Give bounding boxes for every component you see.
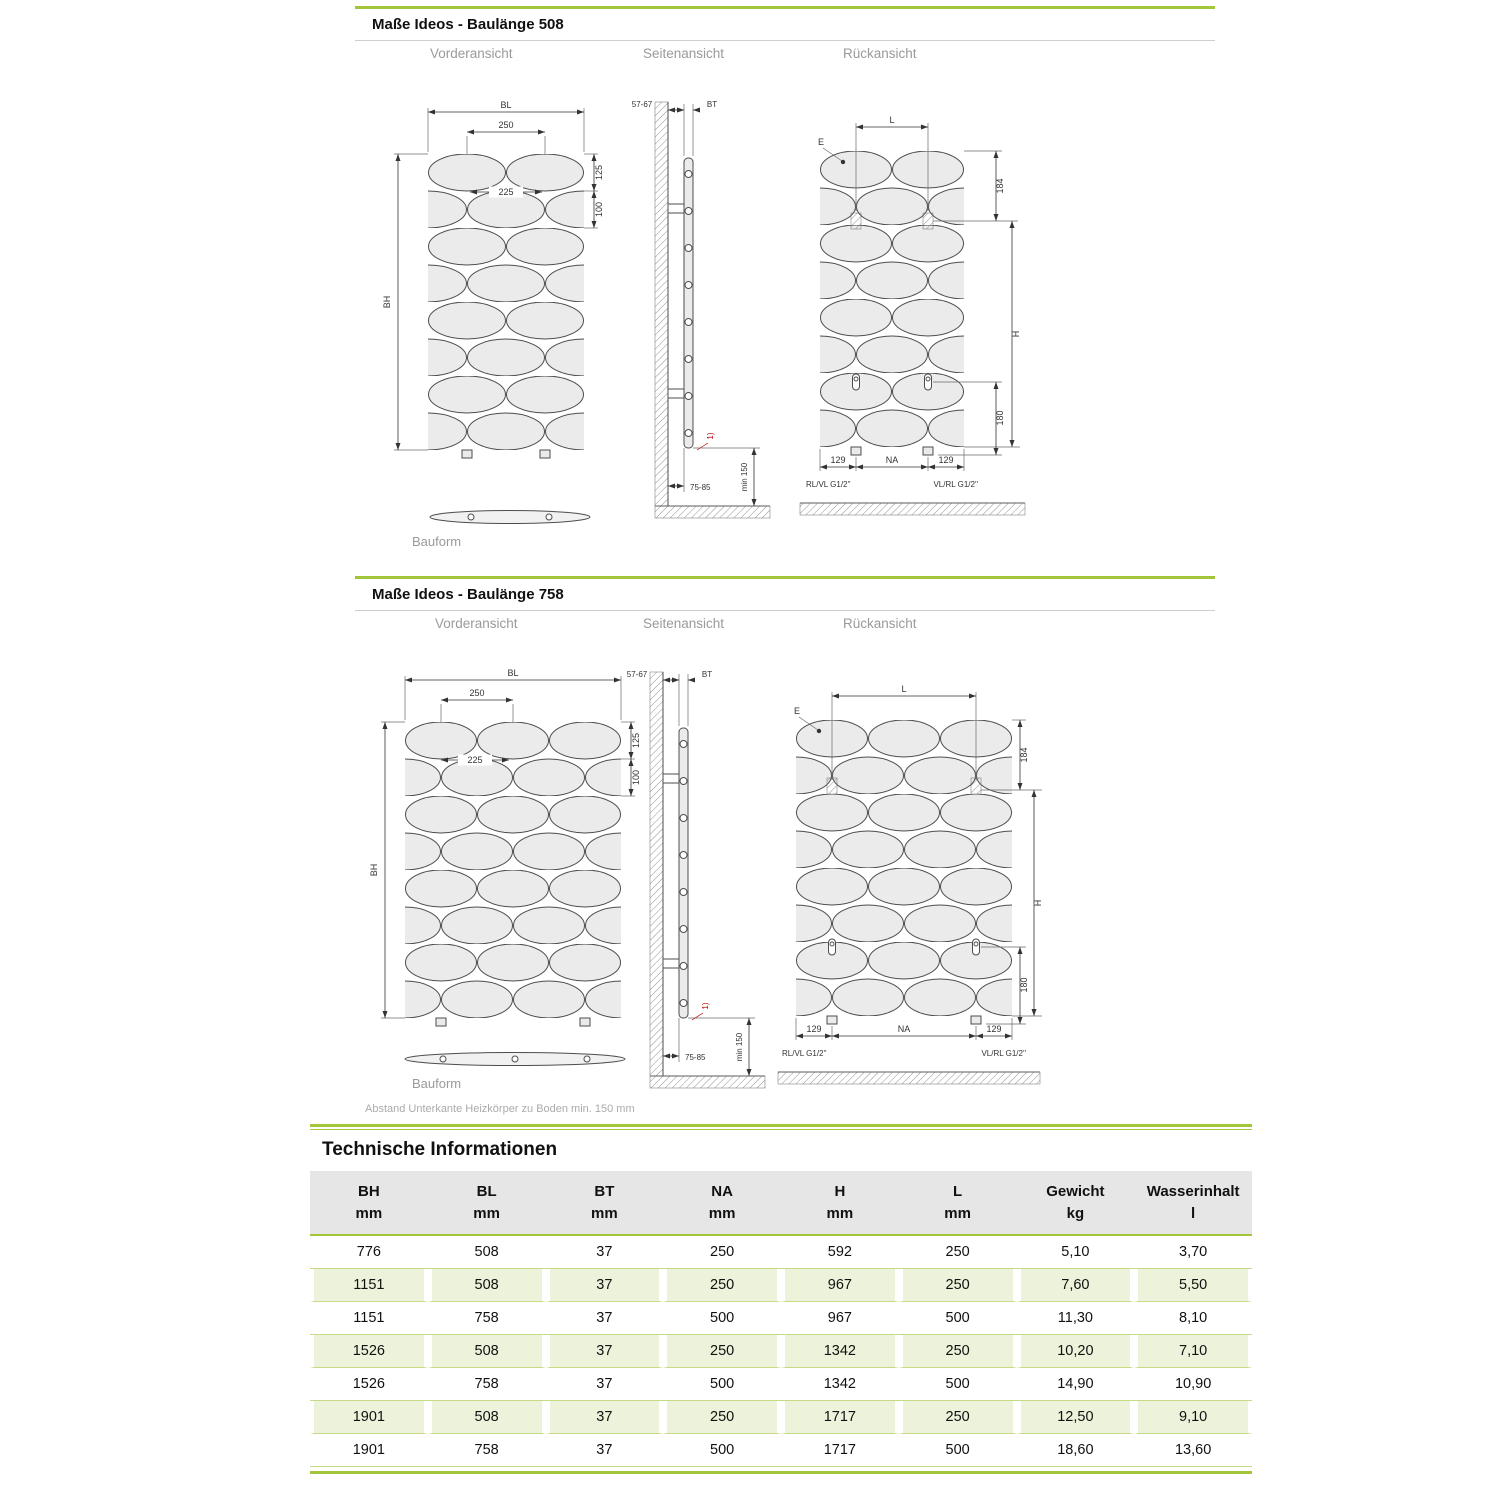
table-cell: 3,70 — [1134, 1236, 1252, 1269]
view-label-back: Rückansicht — [843, 616, 917, 631]
column-header: Gewicht kg — [1017, 1171, 1135, 1236]
table-cell: 1901 — [310, 1401, 428, 1434]
bauform-label: Bauform — [412, 534, 462, 549]
section-header — [355, 6, 1215, 41]
table-cell: 37 — [546, 1302, 664, 1335]
table-cell: 758 — [428, 1434, 546, 1467]
table-cell: 10,90 — [1134, 1368, 1252, 1401]
lower-bracket — [925, 374, 932, 390]
table-cell: 5,10 — [1017, 1236, 1135, 1269]
radiator-body — [428, 154, 584, 458]
dim-wall-distance: 57-67 — [626, 670, 648, 679]
view-label-side: Seitenansicht — [643, 46, 725, 61]
table-row — [310, 1335, 1252, 1368]
table-cell: 1717 — [781, 1434, 899, 1467]
divider-thin — [310, 1129, 1252, 1130]
dim-bh: BH — [382, 295, 392, 309]
dimensions-section-508 — [355, 6, 1215, 570]
floor — [650, 1076, 765, 1088]
dim-floor-distance: 75-85 — [690, 483, 711, 492]
radiator-body — [405, 722, 621, 1026]
table-cell: 250 — [663, 1269, 781, 1302]
table-cell: 250 — [663, 1335, 781, 1368]
table-cell: 18,60 — [1017, 1434, 1135, 1467]
table-cell: 37 — [546, 1269, 664, 1302]
dim-e: E — [818, 137, 825, 147]
table-cell: 508 — [428, 1335, 546, 1368]
dim-184: 184 — [1019, 747, 1029, 763]
table-cell: 37 — [546, 1236, 664, 1269]
table-heading: Technische Informationen — [322, 1139, 558, 1160]
table-cell: 1151 — [310, 1302, 428, 1335]
front-view-drawing — [380, 96, 620, 476]
mounting-bracket — [923, 213, 933, 229]
table-cell: 250 — [899, 1335, 1017, 1368]
back-view-drawing — [790, 99, 1040, 539]
radiator-body — [796, 720, 1012, 1024]
dim-l: L — [889, 115, 895, 125]
table-cell: 250 — [899, 1269, 1017, 1302]
table-cell: 1901 — [310, 1434, 428, 1467]
table-cell: 500 — [663, 1302, 781, 1335]
table-cell: 508 — [428, 1401, 546, 1434]
table-cell: 9,10 — [1134, 1401, 1252, 1434]
bauform-label: Bauform — [412, 1076, 462, 1091]
dim-l: L — [901, 684, 907, 694]
floor — [778, 1072, 1040, 1084]
column-header: Wasserinhalt l — [1134, 1171, 1252, 1236]
footnote-marker: 1) — [701, 1002, 710, 1010]
mounting-bracket — [851, 213, 861, 229]
dim-100: 100 — [594, 201, 604, 218]
dim-225: 225 — [467, 755, 483, 765]
view-label-front: Vorderansicht — [430, 46, 513, 61]
wall — [655, 102, 668, 506]
view-label-front: Vorderansicht — [435, 616, 518, 631]
dim-225: 225 — [498, 187, 514, 197]
table-cell: 37 — [546, 1434, 664, 1467]
table-cell: 758 — [428, 1368, 546, 1401]
table-row — [310, 1368, 1252, 1401]
section-title: Maße Ideos - Baulänge 758 — [372, 586, 564, 603]
table-cell: 10,20 — [1017, 1335, 1135, 1368]
table-cell: 37 — [546, 1401, 664, 1434]
section-header — [355, 576, 1215, 611]
table-row — [310, 1269, 1252, 1302]
column-header: BH mm — [310, 1171, 428, 1236]
dim-e: E — [794, 706, 801, 716]
table-cell: 37 — [546, 1368, 664, 1401]
table-header-row — [310, 1171, 1252, 1236]
dim-125: 125 — [594, 164, 604, 181]
table-cell: 508 — [428, 1269, 546, 1302]
dim-129-left: 129 — [806, 1024, 822, 1034]
wall-bracket — [668, 389, 684, 398]
connection-label-right: VL/RL G1/2'' — [981, 1049, 1026, 1058]
dim-180: 180 — [1019, 977, 1029, 993]
table-row — [310, 1302, 1252, 1335]
view-label-back: Rückansicht — [843, 46, 917, 61]
table-cell: 13,60 — [1134, 1434, 1252, 1467]
table-cell: 1526 — [310, 1335, 428, 1368]
table-cell: 967 — [781, 1302, 899, 1335]
column-header: BT mm — [546, 1171, 664, 1236]
radiator-body — [820, 151, 964, 455]
table-cell: 1342 — [781, 1368, 899, 1401]
table-cell: 1151 — [310, 1269, 428, 1302]
side-view-drawing — [615, 664, 770, 1104]
dim-129-right: 129 — [986, 1024, 1002, 1034]
section-title: Maße Ideos - Baulänge 508 — [372, 16, 564, 33]
back-view-drawing — [770, 664, 1055, 1109]
table-cell: 776 — [310, 1236, 428, 1269]
divider-thick — [310, 1124, 1252, 1127]
dim-bh: BH — [369, 863, 379, 877]
table-cell: 250 — [663, 1236, 781, 1269]
table-cell: 758 — [428, 1302, 546, 1335]
column-header: H mm — [781, 1171, 899, 1236]
dim-250: 250 — [498, 120, 514, 130]
table-cell: 500 — [899, 1302, 1017, 1335]
wall-bracket — [663, 774, 679, 783]
wall-bracket — [668, 204, 684, 213]
table-cell: 967 — [781, 1269, 899, 1302]
dimensions-section-758 — [355, 576, 1215, 1124]
radiator-profile — [663, 728, 688, 1018]
mounting-bracket — [827, 778, 837, 794]
dim-bt: BT — [701, 670, 713, 679]
table-cell: 250 — [663, 1401, 781, 1434]
table-cell: 1717 — [781, 1401, 899, 1434]
floor — [800, 503, 1025, 515]
table-cell: 14,90 — [1017, 1368, 1135, 1401]
table-cell: 7,60 — [1017, 1269, 1135, 1302]
table-cell: 500 — [663, 1368, 781, 1401]
dim-180: 180 — [995, 410, 1005, 426]
table-cell: 500 — [663, 1434, 781, 1467]
dim-129-left: 129 — [830, 455, 846, 465]
table-row — [310, 1236, 1252, 1269]
floor — [655, 506, 770, 518]
dim-250: 250 — [469, 688, 485, 698]
connection-label-left: RL/VL G1/2'' — [806, 480, 851, 489]
dimension-lines — [627, 670, 755, 1076]
lower-bracket — [853, 374, 860, 390]
dim-184: 184 — [995, 178, 1005, 194]
dim-bl: BL — [500, 100, 512, 110]
lower-bracket — [829, 939, 836, 955]
column-header: NA mm — [663, 1171, 781, 1236]
dim-min150: min 150 — [740, 462, 749, 492]
table-cell: 12,50 — [1017, 1401, 1135, 1434]
dim-bt: BT — [706, 100, 718, 109]
table-cell: 250 — [899, 1401, 1017, 1434]
table-cell: 37 — [546, 1335, 664, 1368]
lower-bracket — [973, 939, 980, 955]
table-cell: 5,50 — [1134, 1269, 1252, 1302]
wall — [650, 672, 663, 1076]
bauform-drawing — [425, 504, 595, 530]
column-header: L mm — [899, 1171, 1017, 1236]
table-cell: 508 — [428, 1236, 546, 1269]
table-cell: 592 — [781, 1236, 899, 1269]
footnote-marker: 1) — [706, 432, 715, 440]
table-cell: 11,30 — [1017, 1302, 1135, 1335]
table-cell: 1342 — [781, 1335, 899, 1368]
divider-bottom — [310, 1471, 1252, 1474]
dim-na: NA — [885, 455, 899, 465]
technical-info-section — [310, 1124, 1252, 1474]
dim-wall-distance: 57-67 — [631, 100, 653, 109]
footnote-text: Abstand Unterkante Heizkörper zu Boden min. 150 mm — [365, 1103, 635, 1115]
table-row — [310, 1401, 1252, 1434]
mounting-bracket — [971, 778, 981, 794]
front-view-drawing — [367, 664, 647, 1044]
dim-h: H — [1033, 899, 1043, 907]
dim-na: NA — [897, 1024, 911, 1034]
table-body — [310, 1236, 1252, 1467]
dim-min150: min 150 — [735, 1032, 744, 1062]
dim-100: 100 — [631, 769, 641, 786]
table-cell: 500 — [899, 1368, 1017, 1401]
table-row — [310, 1434, 1252, 1467]
radiator-profile — [668, 158, 693, 448]
connection-label-right: VL/RL G1/2'' — [933, 480, 978, 489]
view-label-side: Seitenansicht — [643, 616, 725, 631]
dim-129-right: 129 — [938, 455, 954, 465]
wall-bracket — [663, 959, 679, 968]
dim-floor-distance: 75-85 — [685, 1053, 706, 1062]
dim-h: H — [1011, 330, 1021, 338]
dim-125: 125 — [631, 732, 641, 749]
table-cell: 250 — [899, 1236, 1017, 1269]
table-cell: 7,10 — [1134, 1335, 1252, 1368]
technical-table — [310, 1171, 1252, 1467]
side-view-drawing — [620, 94, 775, 534]
column-header: BL mm — [428, 1171, 546, 1236]
bauform-drawing — [395, 1046, 635, 1072]
connection-label-left: RL/VL G1/2'' — [782, 1049, 827, 1058]
dimension-lines — [632, 100, 760, 506]
table-cell: 500 — [899, 1434, 1017, 1467]
table-cell: 8,10 — [1134, 1302, 1252, 1335]
dim-bl: BL — [507, 668, 519, 678]
table-cell: 1526 — [310, 1368, 428, 1401]
